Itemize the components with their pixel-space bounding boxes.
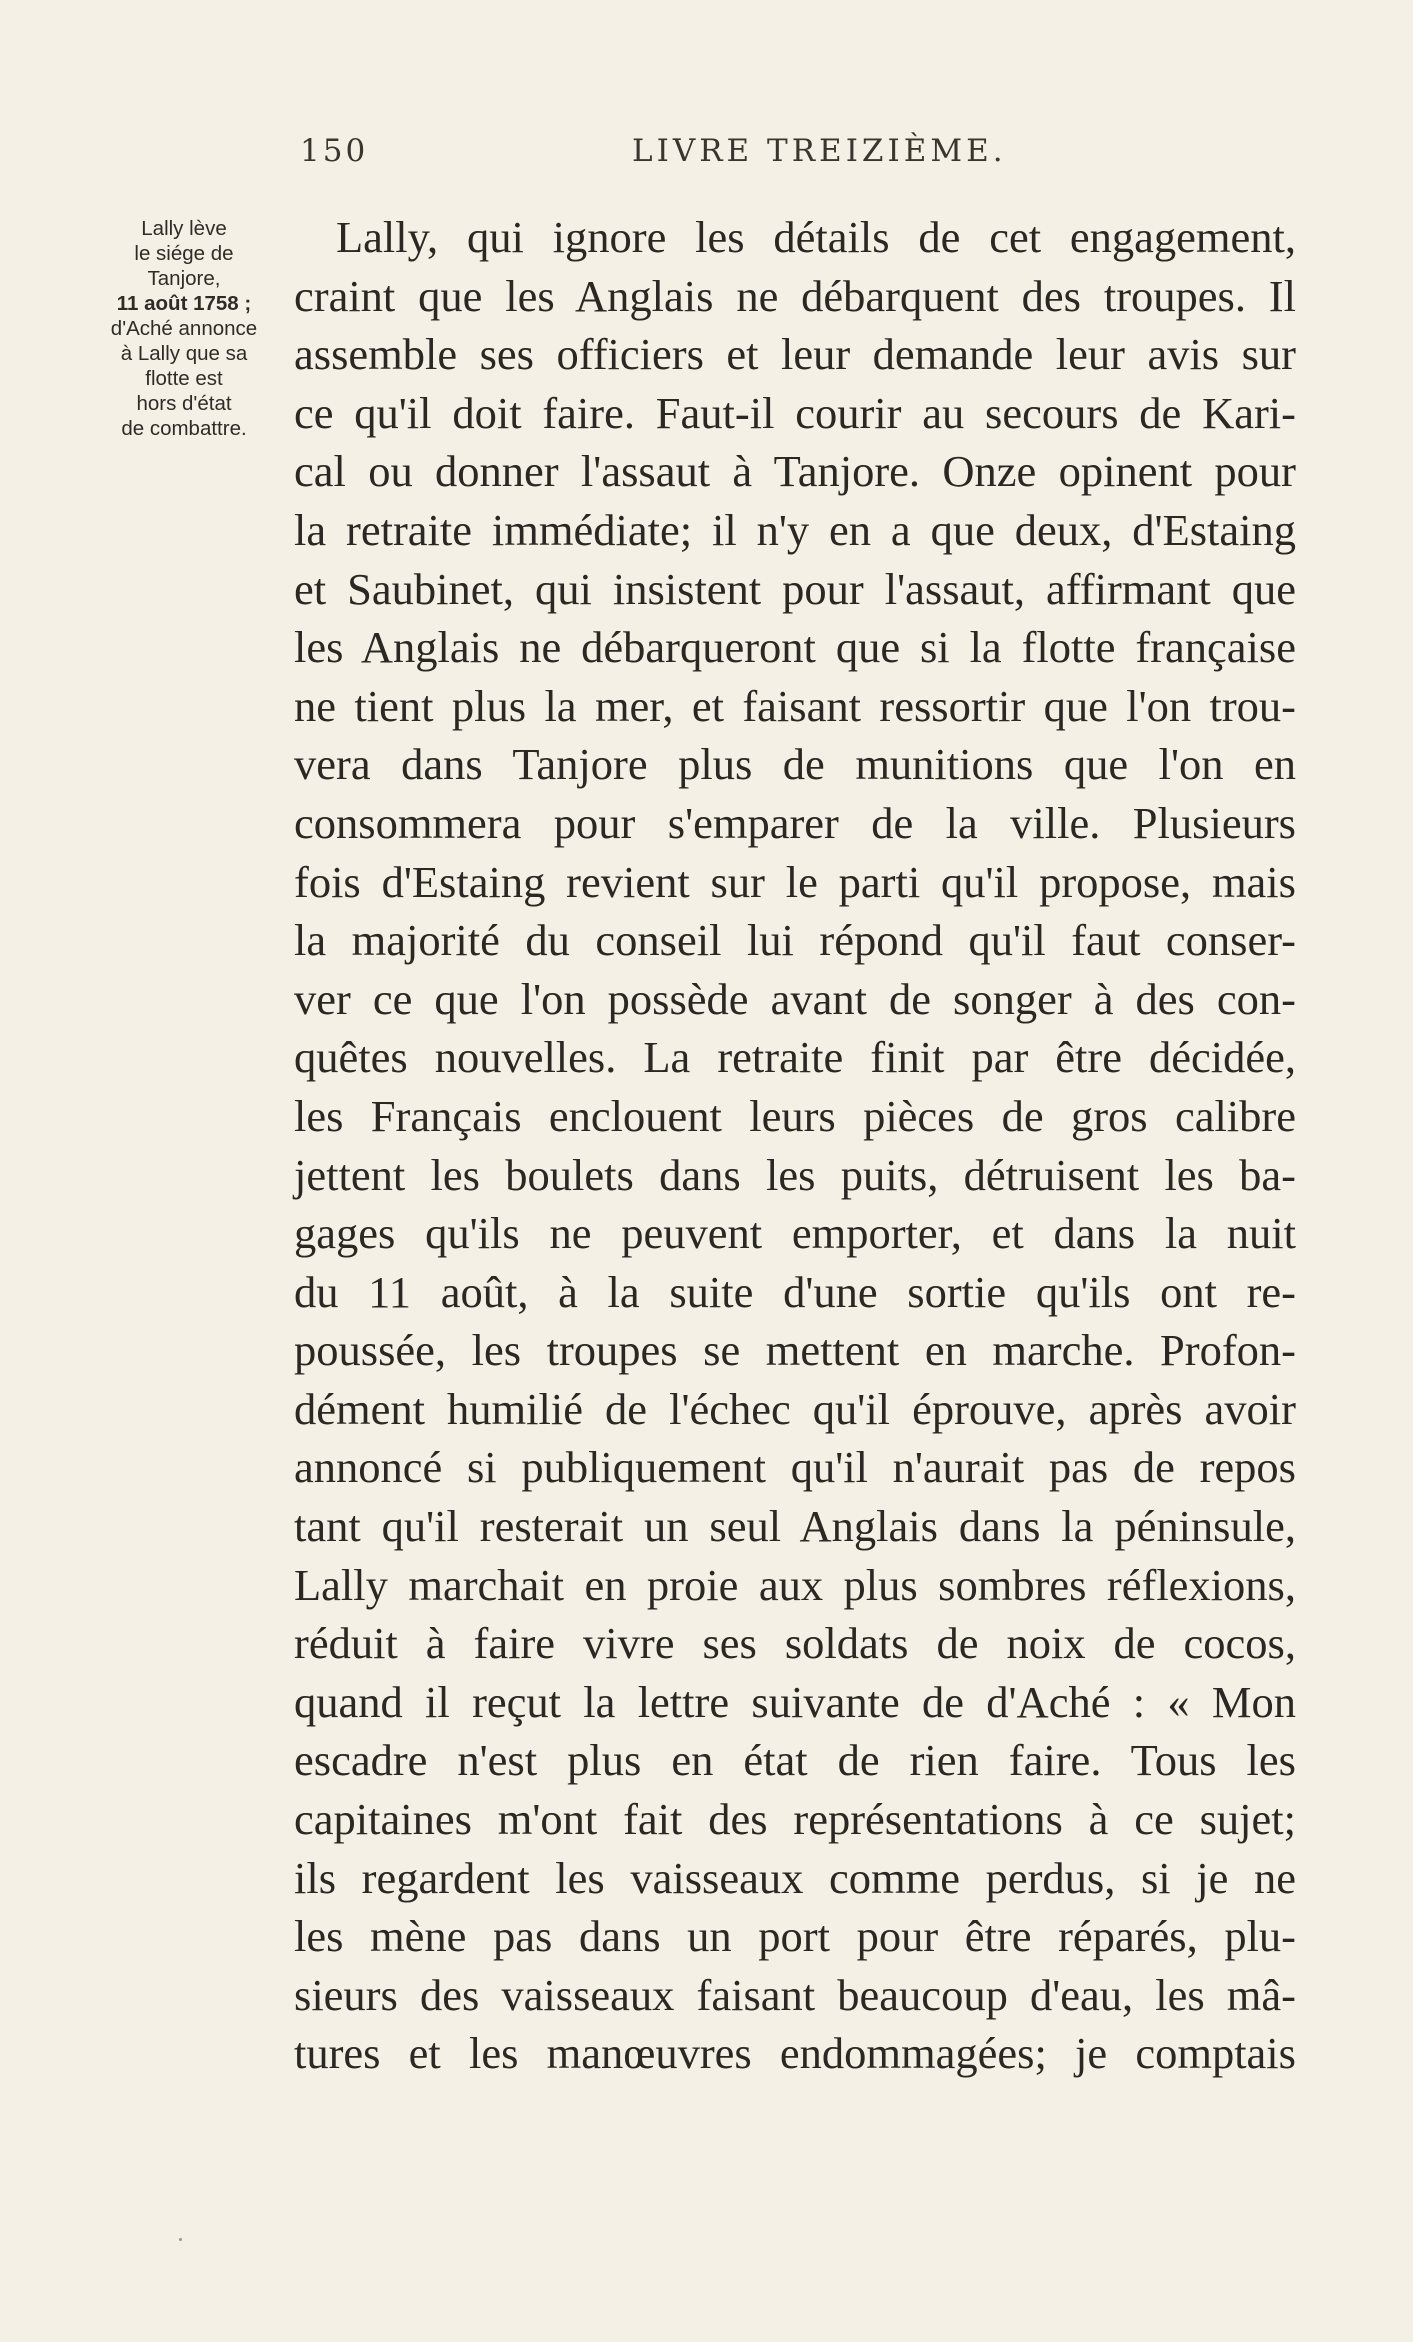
body-line: annoncé si publiquement qu'il n'aurait pas de repos [294,1442,1296,1493]
body-line: les mène pas dans un port pour être réparés, plu- [294,1911,1296,1962]
body-line: poussée, les troupes se mettent en marche. Profon- [294,1325,1296,1376]
running-title: LIVRE TREIZIÈME. [632,133,1007,169]
body-line: la retraite immédiate; il n'y en a que deux, d'Estaing [294,504,1296,555]
margin-note-line: Lally lève [141,217,227,240]
margin-note-line: de combattre. [121,417,247,440]
body-line: Lally marchait en proie aux plus sombres réflexions, [294,1559,1296,1610]
body-line: tant qu'il resterait un seul Anglais dans la péninsule, [294,1501,1296,1552]
running-head [0,133,1413,173]
body-line: assemble ses officiers et leur demande leur avis sur [294,329,1296,380]
body-line: réduit à faire vivre ses soldats de noix de cocos, [294,1618,1296,1669]
body-line: ne tient plus la mer, et faisant ressortir que l'on trou- [294,680,1296,731]
body-line: craint que les Anglais ne débarquent des troupes. Il [294,270,1296,321]
margin-note-line: Tanjore, [147,267,221,290]
body-line: les Anglais ne débarqueront que si la flotte française [294,622,1296,673]
body-line: sieurs des vaisseaux faisant beaucoup d'eau, les mâ- [294,1969,1296,2020]
body-line: cal ou donner l'assaut à Tanjore. Onze opinent pour [294,446,1296,497]
margin-note-line: le siége de [134,242,234,265]
body-line: les Français enclouent leurs pièces de gros calibre [294,1090,1296,1141]
body-line: Lally, qui ignore les détails de cet engagement, [336,212,1296,262]
body-line: du 11 août, à la suite d'une sortie qu'ils ont re- [294,1266,1296,1317]
body-line: fois d'Estaing revient sur le parti qu'il propose, mais [294,856,1296,907]
body-line: dément humilié de l'échec qu'il éprouve, après avoir [294,1383,1296,1434]
margin-note-line: hors d'état [136,392,232,415]
body-line: tures et les manœuvres endommagées; je comptais [294,2028,1296,2079]
body-line: vera dans Tanjore plus de munitions que l'on en [294,739,1296,790]
margin-note-line: d'Aché annonce [110,317,258,340]
paper-speck [179,2238,182,2241]
margin-note-line: flotte est [145,367,223,390]
body-line: gages qu'ils ne peuvent emporter, et dans la nuit [294,1208,1296,1259]
margin-note [78,216,290,441]
body-text [294,208,1296,2083]
body-line: et Saubinet, qui insistent pour l'assaut, affirmant que [294,563,1296,614]
body-line: quêtes nouvelles. La retraite finit par être décidée, [294,1032,1296,1083]
body-line: ils regardent les vaisseaux comme perdus, si je ne [294,1852,1296,1903]
body-line: ce qu'il doit faire. Faut-il courir au secours de Kari- [294,387,1296,438]
body-line: la majorité du conseil lui répond qu'il faut conser- [294,915,1296,966]
page-number: 150 [300,133,369,169]
body-line: consommera pour s'emparer de la ville. Plusieurs [294,797,1296,848]
margin-note-line: 11 août 1758 ; [116,292,252,315]
margin-note-line: à Lally que sa [120,342,248,365]
body-line: quand il reçut la lettre suivante de d'Aché : « Mon [294,1676,1296,1727]
body-line: ver ce que l'on possède avant de songer à des con- [294,973,1296,1024]
body-line: jettent les boulets dans les puits, détruisent les ba- [294,1149,1296,1200]
body-line: escadre n'est plus en état de rien faire. Tous les [294,1735,1296,1786]
body-line: capitaines m'ont fait des représentations à ce sujet; [294,1794,1296,1845]
